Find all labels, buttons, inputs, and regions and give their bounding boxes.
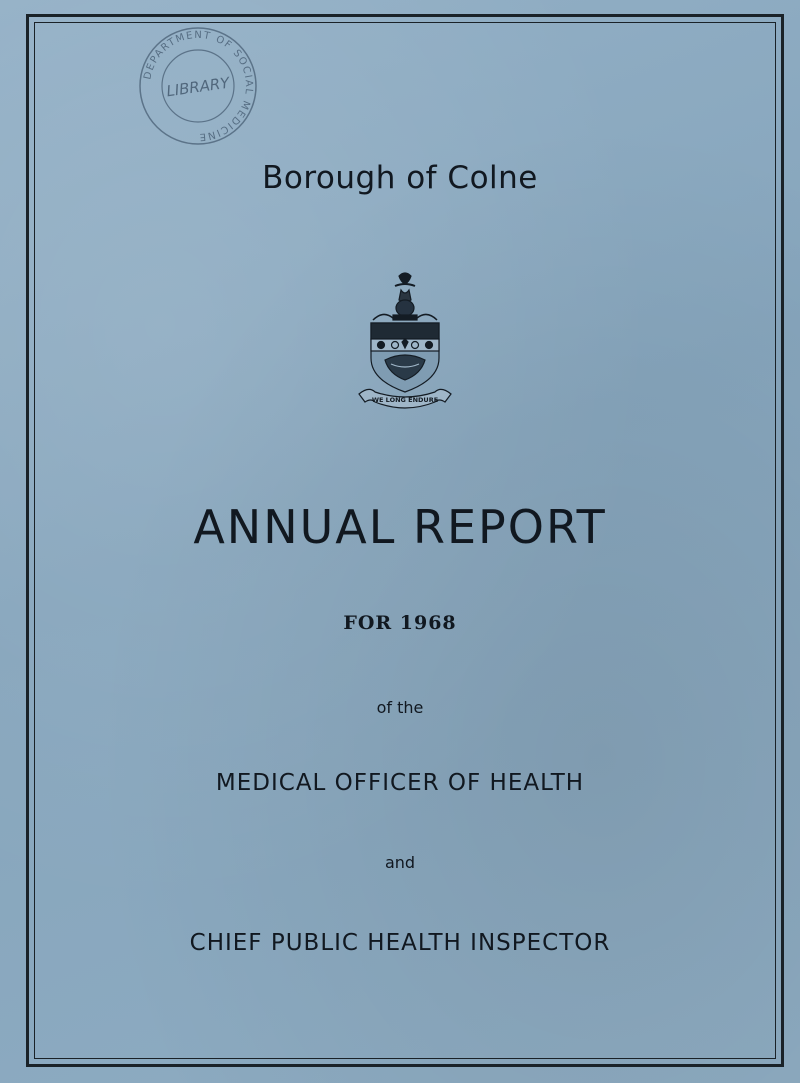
report-year: FOR 1968 bbox=[343, 612, 457, 634]
stamp-ring-text: DEPARTMENT OF SOCIAL MEDICINE bbox=[142, 29, 255, 143]
crest-motto: WE LONG ENDURE bbox=[371, 396, 439, 404]
borough-title: Borough of Colne bbox=[262, 160, 538, 196]
officer-title: MEDICAL OFFICER OF HEALTH bbox=[215, 770, 585, 796]
inspector-title: CHIEF PUBLIC HEALTH INSPECTOR bbox=[189, 930, 611, 956]
library-stamp bbox=[128, 22, 268, 150]
stamp-library-text: LIBRARY bbox=[165, 73, 231, 101]
of-the-text: of the bbox=[376, 698, 424, 717]
report-title: ANNUAL REPORT bbox=[193, 500, 607, 554]
and-text: and bbox=[384, 853, 416, 872]
coat-of-arms-icon bbox=[355, 268, 455, 418]
